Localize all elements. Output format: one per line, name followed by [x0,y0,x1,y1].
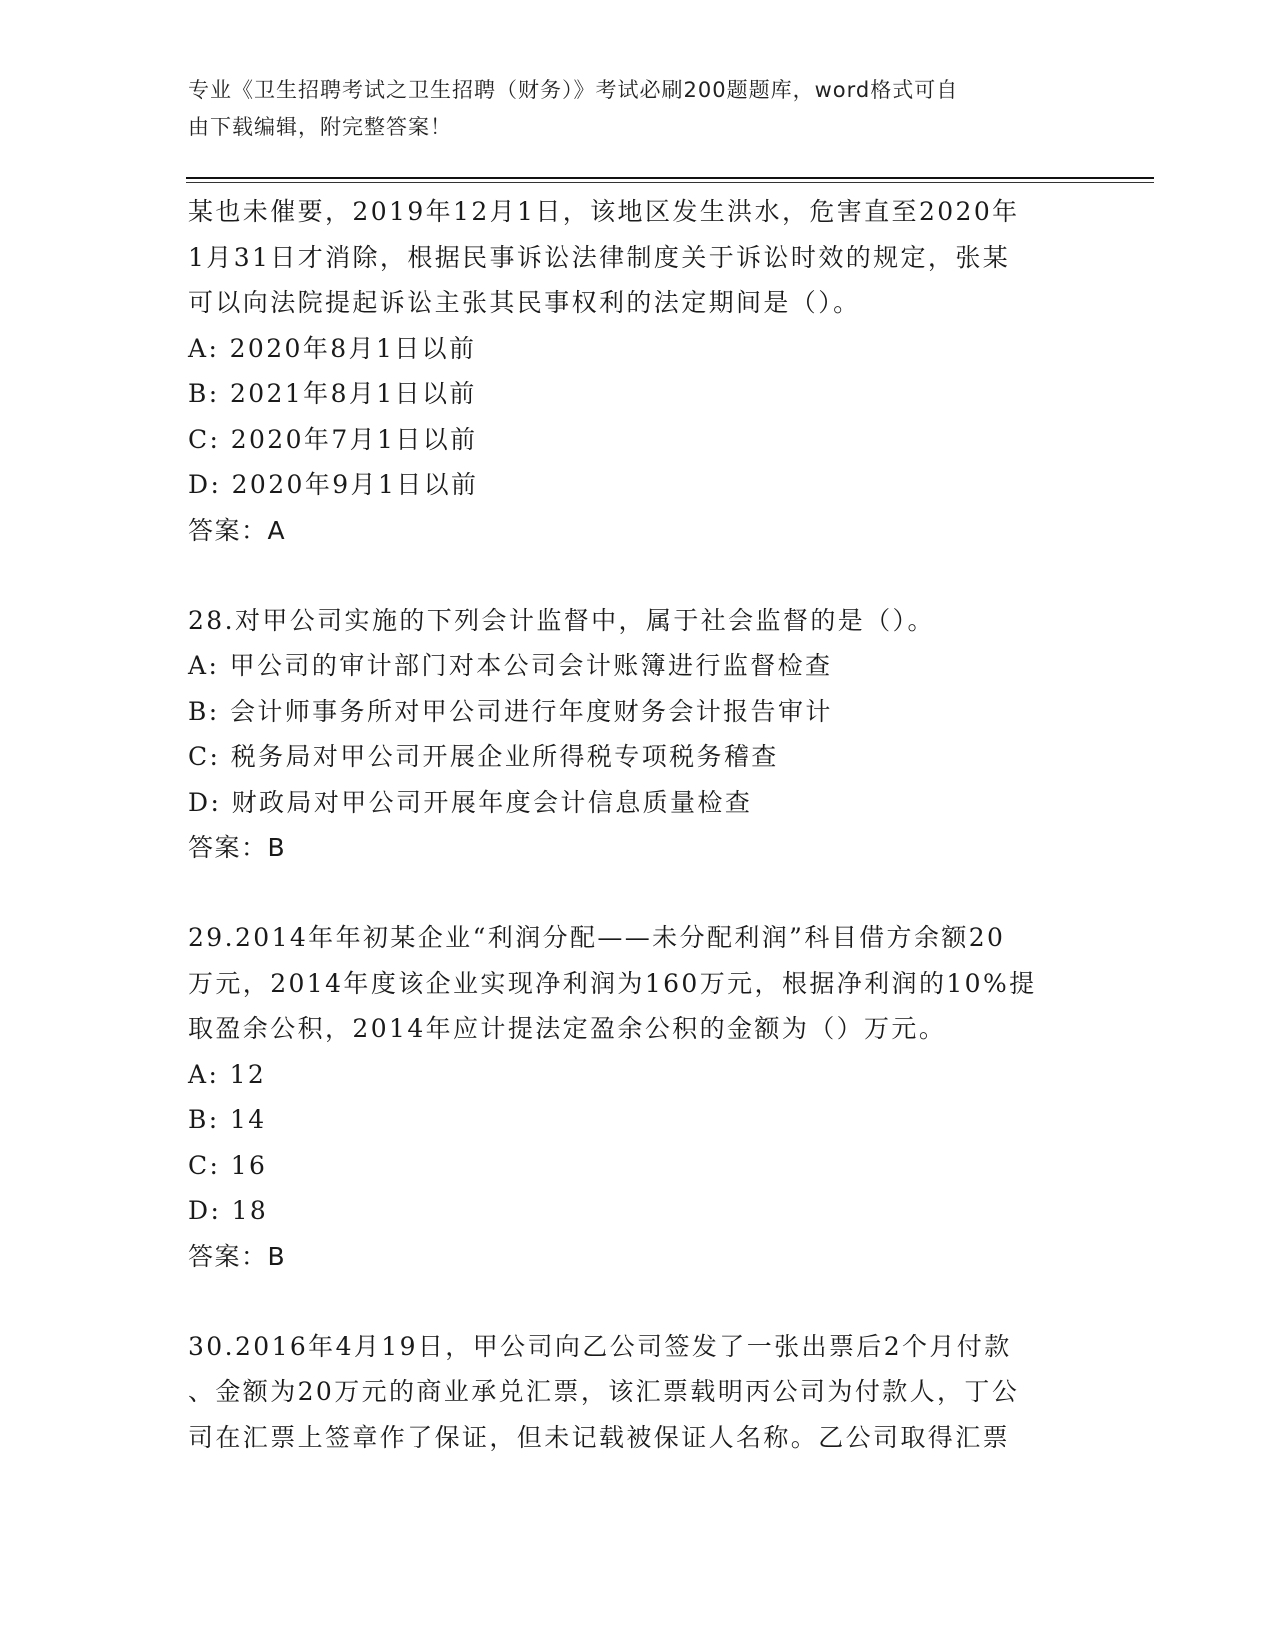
document-header [188,72,1068,146]
header-divider-thin [186,182,1154,183]
option-b: B: 2021年8月1日以前 [188,379,477,408]
spacer [188,1280,1068,1324]
question-text-line: 1月31日才消除，根据民事诉讼法律制度关于诉讼时效的规定，张某 [188,242,1011,272]
option-a: A: 12 [188,1059,267,1089]
document-body [188,189,1068,1460]
option-d: D: 2020年9月1日以前 [188,470,479,499]
question-text-line: 司在汇票上签章作了保证，但未记载被保证人名称。乙公司取得汇票 [188,1422,1011,1452]
question-text-line: 30.2016年4月19日，甲公司向乙公司签发了一张出票后2个月付款 [188,1331,1012,1361]
question-text-line: 29.2014年年初某企业“利润分配——未分配利润”科目借方余额20 [188,923,1006,952]
question-text-line: 取盈余公积，2014年应计提法定盈余公积的金额为（）万元。 [188,1014,947,1043]
question-text-line: 可以向法院提起诉讼主张其民事权利的法定期间是（）。 [188,288,861,317]
option-c: C: 16 [188,1150,268,1180]
option-a: A: 2020年8月1日以前 [188,333,477,363]
header-line-2: 由下载编辑，附完整答案！ [188,115,452,139]
spacer [188,871,1068,915]
answer-line: 答案：B [188,1241,287,1271]
question-30 [188,1324,1068,1461]
option-d: D: 18 [188,1196,269,1225]
question-text-line: 、金额为20万元的商业承兑汇票，该汇票载明丙公司为付款人，丁公 [188,1377,1020,1406]
question-27 [188,189,1068,554]
question-28 [188,598,1068,872]
header-divider-thick [186,177,1154,179]
header-line-1: 专业《卫生招聘考试之卫生招聘（财务）》考试必刷200题题库，word格式可自 [188,78,959,102]
option-c: C: 税务局对甲公司开展企业所得税专项税务稽查 [188,742,779,771]
answer-line: 答案：B [188,833,287,862]
option-b: B: 会计师事务所对甲公司进行年度财务会计报告审计 [188,696,833,726]
spacer [188,554,1068,598]
question-text-line: 某也未催要，2019年12月1日，该地区发生洪水，危害直至2020年 [188,197,1020,226]
question-29 [188,915,1068,1280]
option-d: D: 财政局对甲公司开展年度会计信息质量检查 [188,787,753,817]
option-b: B: 14 [188,1105,267,1134]
answer-line: 答案：A [188,515,287,545]
question-text-line: 28.对甲公司实施的下列会计监督中，属于社会监督的是（）。 [188,605,935,635]
question-text-line: 万元，2014年度该企业实现净利润为160万元，根据净利润的10%提 [188,968,1037,998]
option-c: C: 2020年7月1日以前 [188,424,478,454]
option-a: A: 甲公司的审计部门对本公司会计账簿进行监督检查 [188,651,833,680]
